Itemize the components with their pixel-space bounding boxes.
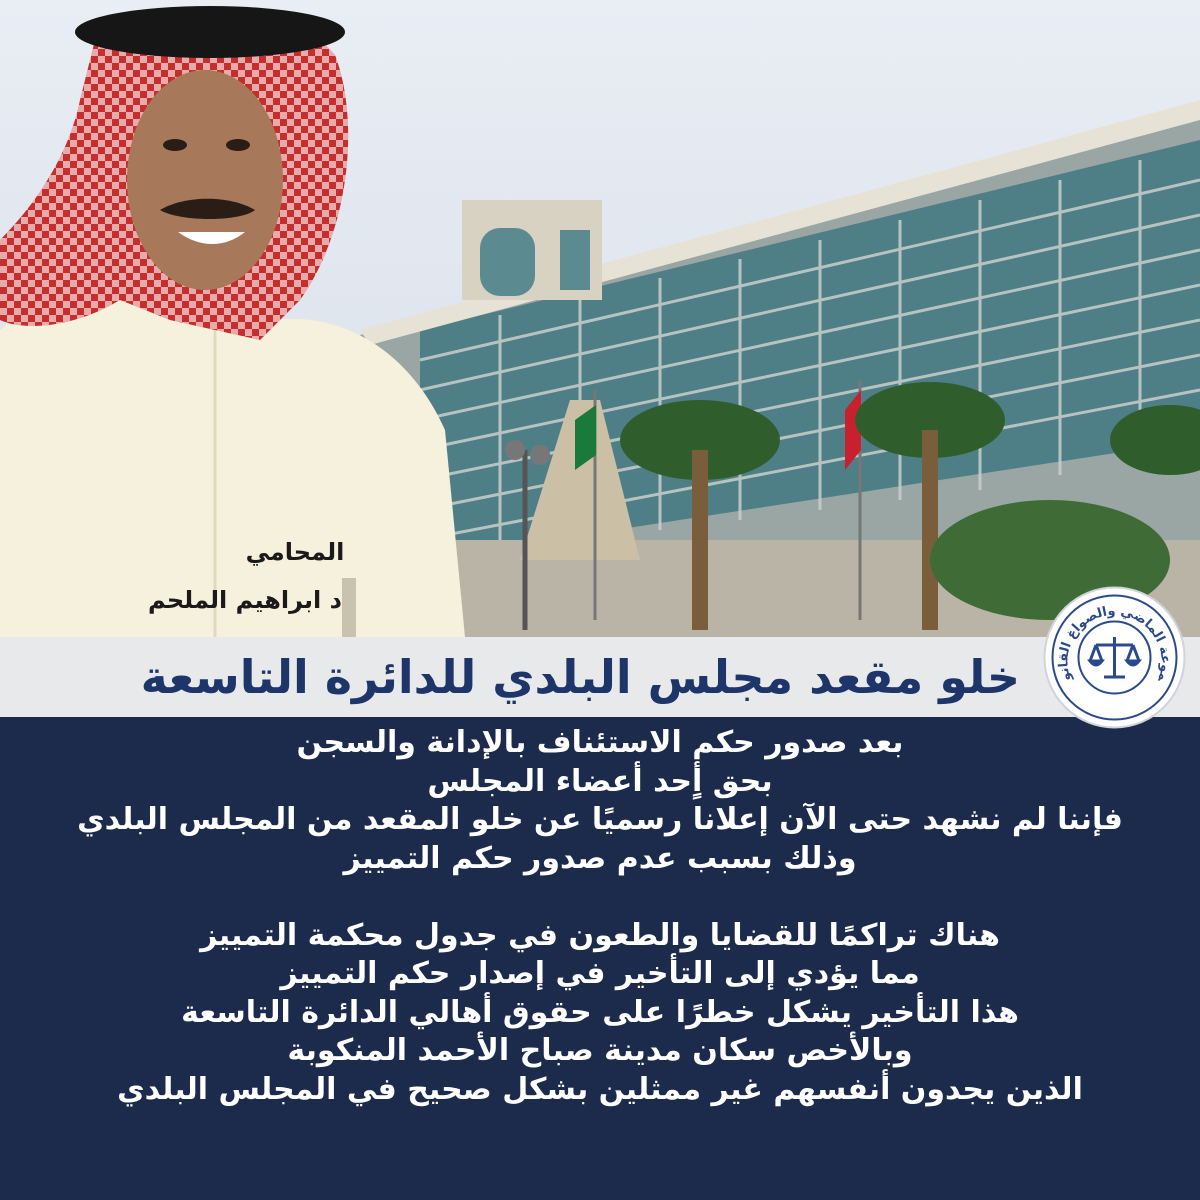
page-title: خلو مقعد مجلس البلدي للدائرة التاسعة [140,650,1020,704]
body-line: الذين يجدون أنفسهم غير ممثلين بشكل صحيح في المجلس البلدي [117,1071,1083,1107]
body-line: بعد صدور حكم الاستئناف بالإدانة والسجن [296,725,904,760]
body-line: بحق أٍحد أعضاء المجلس [427,763,773,799]
lawyer-caption [20,528,460,624]
body-line: وبالأخص سكان مدينة صباح الأحمد المنكوبة [287,1033,913,1068]
body-line: فإننا لم نشهد حتى الآن إعلانا رسميًا عن خلو المقعد من المجلس البلدي [77,802,1123,837]
body-line: هناك تراكمًا للقضايا والطعون في جدول محكمة التمييز [200,917,1000,953]
seal-text: موعة الماضي والصواغ القانو [1056,603,1173,684]
paragraph-gap [40,878,1160,917]
body-line: وذلك بسبب عدم صدور حكم التمييز [343,840,857,876]
lawyer-name: د ابراهيم الملحم [148,586,342,614]
body-line: مما يؤدي إلى التأخير في إصدار حكم التمييز [280,956,920,991]
title-bar [0,637,1200,717]
announcement-body [40,724,1160,1200]
body-line: هذا التأخير يشكل خطرًا على حقوق أهالي الدائرة التاسعة [181,994,1019,1030]
firm-seal-logo [1042,585,1187,730]
lawyer-title: المحامي [245,538,345,566]
